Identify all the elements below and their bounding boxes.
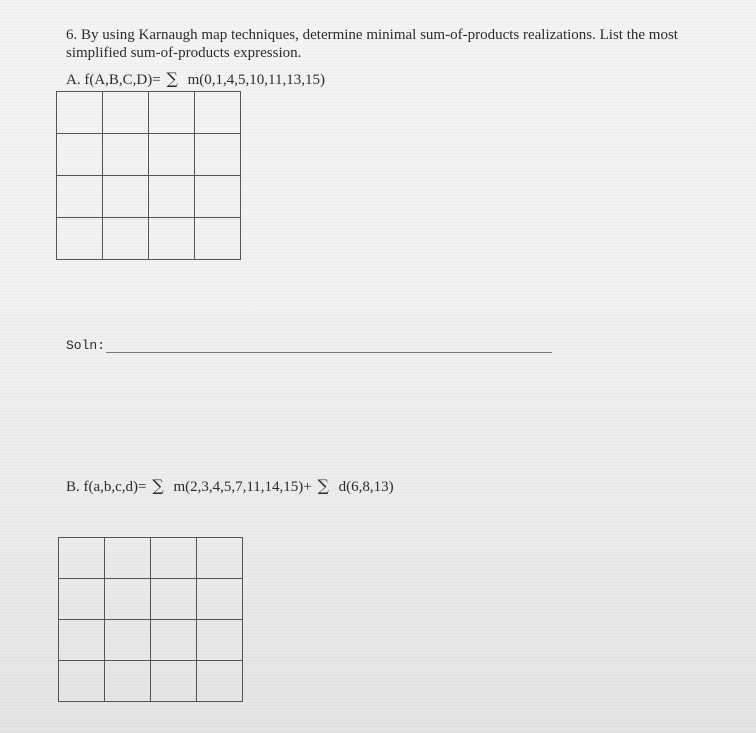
kmap-cell[interactable]	[57, 134, 103, 176]
kmap-cell[interactable]	[103, 176, 149, 218]
kmap-cell[interactable]	[149, 92, 195, 134]
part-a-prefix: A. f(A,B,C,D)=	[66, 72, 161, 88]
part-b-expression	[66, 477, 394, 496]
kmap-cell[interactable]	[105, 620, 151, 661]
kmap-cell[interactable]	[57, 218, 103, 260]
kmap-cell[interactable]	[59, 579, 105, 620]
sigma-symbol: ∑	[166, 69, 178, 88]
kmap-cell[interactable]	[151, 620, 197, 661]
kmap-cell[interactable]	[149, 176, 195, 218]
kmap-cell[interactable]	[59, 620, 105, 661]
kmap-row	[59, 620, 243, 661]
kmap-row	[59, 661, 243, 702]
kmap-cell[interactable]	[57, 92, 103, 134]
kmap-row	[59, 538, 243, 579]
kmap-cell[interactable]	[151, 661, 197, 702]
kmap-row	[57, 134, 241, 176]
kmap-cell[interactable]	[103, 92, 149, 134]
kmap-cell[interactable]	[151, 538, 197, 579]
kmap-row	[57, 218, 241, 260]
kmap-grid-a	[56, 91, 241, 260]
kmap-cell[interactable]	[105, 661, 151, 702]
part-a-expression	[66, 70, 325, 89]
kmap-cell[interactable]	[197, 579, 243, 620]
kmap-cell[interactable]	[105, 579, 151, 620]
kmap-cell[interactable]	[195, 218, 241, 260]
kmap-cell[interactable]	[195, 176, 241, 218]
part-b-dont-cares: d(6,8,13)	[338, 479, 394, 495]
kmap-cell[interactable]	[59, 661, 105, 702]
kmap-cell[interactable]	[59, 538, 105, 579]
kmap-cell[interactable]	[105, 538, 151, 579]
question-text: 6. By using Karnaugh map techniques, determine minimal sum-of-products realizations. List the most simplified sum-of-products expression.	[66, 27, 678, 61]
part-b-minterms: m(2,3,4,5,7,11,14,15)+	[173, 479, 312, 495]
kmap-cell[interactable]	[103, 218, 149, 260]
kmap-cell[interactable]	[103, 134, 149, 176]
kmap-grid-b	[58, 537, 243, 702]
kmap-cell[interactable]	[197, 661, 243, 702]
kmap-row	[59, 579, 243, 620]
kmap-row	[57, 92, 241, 134]
kmap-row	[57, 176, 241, 218]
part-b-prefix: B. f(a,b,c,d)=	[66, 479, 147, 495]
kmap-cell[interactable]	[149, 218, 195, 260]
sigma-symbol: ∑	[152, 476, 164, 495]
kmap-cell[interactable]	[149, 134, 195, 176]
kmap-cell[interactable]	[197, 620, 243, 661]
solution-label: Soln:	[66, 338, 106, 353]
kmap-cell[interactable]	[57, 176, 103, 218]
kmap-cell[interactable]	[151, 579, 197, 620]
kmap-cell[interactable]	[195, 92, 241, 134]
kmap-cell[interactable]	[197, 538, 243, 579]
solution-answer-line[interactable]	[106, 352, 552, 353]
kmap-cell[interactable]	[195, 134, 241, 176]
part-a-minterms: m(0,1,4,5,10,11,13,15)	[187, 72, 325, 88]
sigma-symbol-dont-care: ∑	[317, 476, 329, 495]
